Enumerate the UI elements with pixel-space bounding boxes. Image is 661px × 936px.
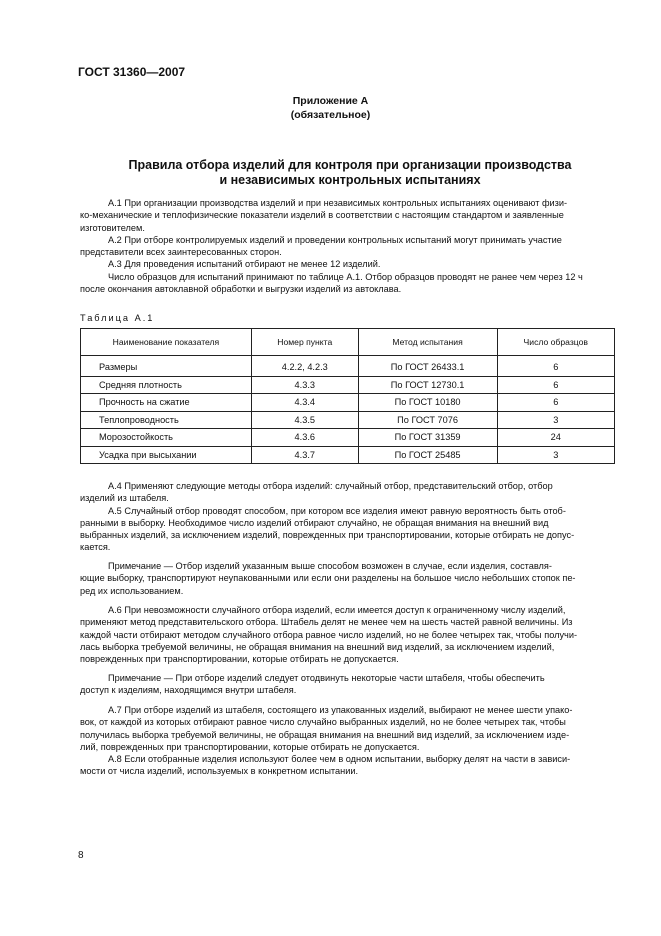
text-line: доступ к изделиям, находящимся внутри штабеля.: [80, 685, 297, 696]
text-line: ред их использованием.: [80, 585, 184, 596]
text-line: А.1 При организации производства изделий и при независимых контрольных испытаниях оценивают физи-: [108, 198, 568, 208]
paragraph-a6: [80, 604, 615, 665]
text-line: каждой части отбирают методом случайного отбора равное число изделий, но не более четырех так, чтобы получи-: [80, 629, 578, 640]
method-cell: По ГОСТ 26433.1: [358, 356, 497, 377]
clause-cell: 4.3.5: [251, 411, 358, 429]
text-line: Примечание — Отбор изделий указанным выше способом возможен в случае, если изделия, составля-: [108, 561, 552, 571]
text-line: А.5 Случайный отбор проводят способом, при котором все изделия имеют равную вероятность быть отоб-: [108, 505, 566, 516]
method-cell: По ГОСТ 10180: [358, 394, 497, 412]
method-cell: По ГОСТ 25485: [358, 446, 497, 464]
indicator-cell: Прочность на сжатие: [81, 394, 252, 412]
clause-cell: 4.3.4: [251, 394, 358, 412]
table-row: [81, 394, 615, 412]
note-2: [80, 672, 615, 697]
note-1: [80, 560, 615, 597]
text-line: изделий из штабеля.: [80, 493, 169, 504]
indicator-cell: Теплопроводность: [81, 411, 252, 429]
text-line: мости от числа изделий, используемых в конкретном испытании.: [80, 766, 359, 777]
indicator-cell: Средняя плотность: [81, 376, 252, 394]
header-method: Метод испытания: [358, 329, 497, 356]
document-id: ГОСТ 31360—2007: [78, 65, 186, 79]
count-cell: 3: [497, 446, 615, 464]
page-number: 8: [78, 850, 84, 861]
text-line: вок, от каждой из которых отбирают равное число случайно выбранных изделий, но не более четырех так, чтобы: [80, 717, 566, 728]
text-line: Примечание — При отборе изделий следует отодвинуть некоторые части штабеля, чтобы обеспечить: [108, 673, 545, 683]
clause-cell: 4.3.3: [251, 376, 358, 394]
text-line: лась выборка требуемой величины, не обращая внимания на внешний вид изделий, за исключением изделий,: [80, 641, 555, 652]
text-line: А.6 При невозможности случайного отбора изделий, если имеется доступ к ограниченному числу изделий,: [108, 605, 566, 615]
text-line: А.2 При отборе контролируемых изделий и проведении контрольных испытаний могут принимать участие: [108, 234, 562, 245]
table-row: [81, 429, 615, 447]
clause-cell: 4.2.2, 4.2.3: [251, 356, 358, 377]
indicator-cell: Морозостойкость: [81, 429, 252, 447]
text-line: поврежденных при транспортировании, которые отбирать не допускается.: [80, 654, 399, 665]
text-line: представители всех заинтересованных сторон.: [80, 247, 282, 258]
appendix-heading: Приложение А: [292, 95, 369, 107]
text-line: лий, поврежденных при транспортировании, которые отбирать не допускается.: [80, 741, 420, 752]
count-cell: 24: [497, 429, 615, 447]
header-indicator: Наименование показателя: [81, 329, 252, 356]
method-cell: По ГОСТ 31359: [358, 429, 497, 447]
text-line: после окончания автоклавной обработки и выгрузки изделий из автоклава.: [80, 284, 402, 295]
method-cell: По ГОСТ 7076: [358, 411, 497, 429]
table-caption: Таблица А.1: [80, 313, 155, 323]
text-line: получилась выборка требуемой величины, не обращая внимания на внешний вид изделий, за исключением изде-: [80, 729, 570, 740]
text-line: ющие выборку, транспортируют неупакованными или если они разделены на большое число небольших стопок пе-: [80, 573, 576, 584]
count-cell: 3: [497, 411, 615, 429]
count-cell: 6: [497, 356, 615, 377]
text-line: выбранных изделий, за исключением изделий, поврежденных при транспортировании, которые отбирать не допус-: [80, 530, 575, 541]
text-line: А.7 При отборе изделий из штабеля, состоящего из упакованных изделий, выбирают не менее шести упако-: [108, 705, 573, 715]
text-line: кается.: [80, 542, 111, 553]
table-row: [81, 411, 615, 429]
section-title-line-2: и независимых контрольных испытаниях: [219, 173, 481, 187]
text-line: А.8 Если отобранные изделия используют более чем в одном испытании, выборку делят на части в зависи-: [108, 754, 571, 765]
text-line: изготовителем.: [80, 222, 145, 233]
count-cell: 6: [497, 394, 615, 412]
paragraph-a4-a5: [80, 480, 615, 554]
intro-paragraphs: [80, 197, 615, 295]
indicator-cell: Усадка при высыхании: [81, 446, 252, 464]
clause-cell: 4.3.6: [251, 429, 358, 447]
table-row: [81, 356, 615, 377]
text-line: применяют метод представительского отбора. Штабель делят не менее чем на шесть частей равной величины. Из: [80, 617, 573, 628]
header-clause: Номер пункта: [251, 329, 358, 356]
section-title-line-1: Правила отбора изделий для контроля при организации производства: [128, 158, 572, 172]
text-line: Число образцов для испытаний принимают по таблице А.1. Отбор образцов проводят не ранее чем через 12 ч: [108, 271, 583, 282]
table-row: [81, 446, 615, 464]
text-line: А.4 Применяют следующие методы отбора изделий: случайный отбор, представительский отбор, отбор: [108, 481, 553, 491]
header-sample-count: Число образцов: [497, 329, 615, 356]
samples-table: [80, 328, 615, 464]
text-line: А.3 Для проведения испытаний отбирают не менее 12 изделий.: [108, 259, 381, 270]
paragraph-a7-a8: [80, 704, 615, 778]
text-line: ко-механические и теплофизические показатели изделий в соответствии с настоящим стандартом и заявленные: [80, 210, 564, 221]
table-header-row: [81, 329, 615, 356]
appendix-status: (обязательное): [290, 109, 371, 121]
clause-cell: 4.3.7: [251, 446, 358, 464]
method-cell: По ГОСТ 12730.1: [358, 376, 497, 394]
table-row: [81, 376, 615, 394]
count-cell: 6: [497, 376, 615, 394]
text-line: ранными в выборку. Необходимое число изделий отбирают случайно, не обращая внимания на внешний вид: [80, 517, 549, 528]
indicator-cell: Размеры: [81, 356, 252, 377]
